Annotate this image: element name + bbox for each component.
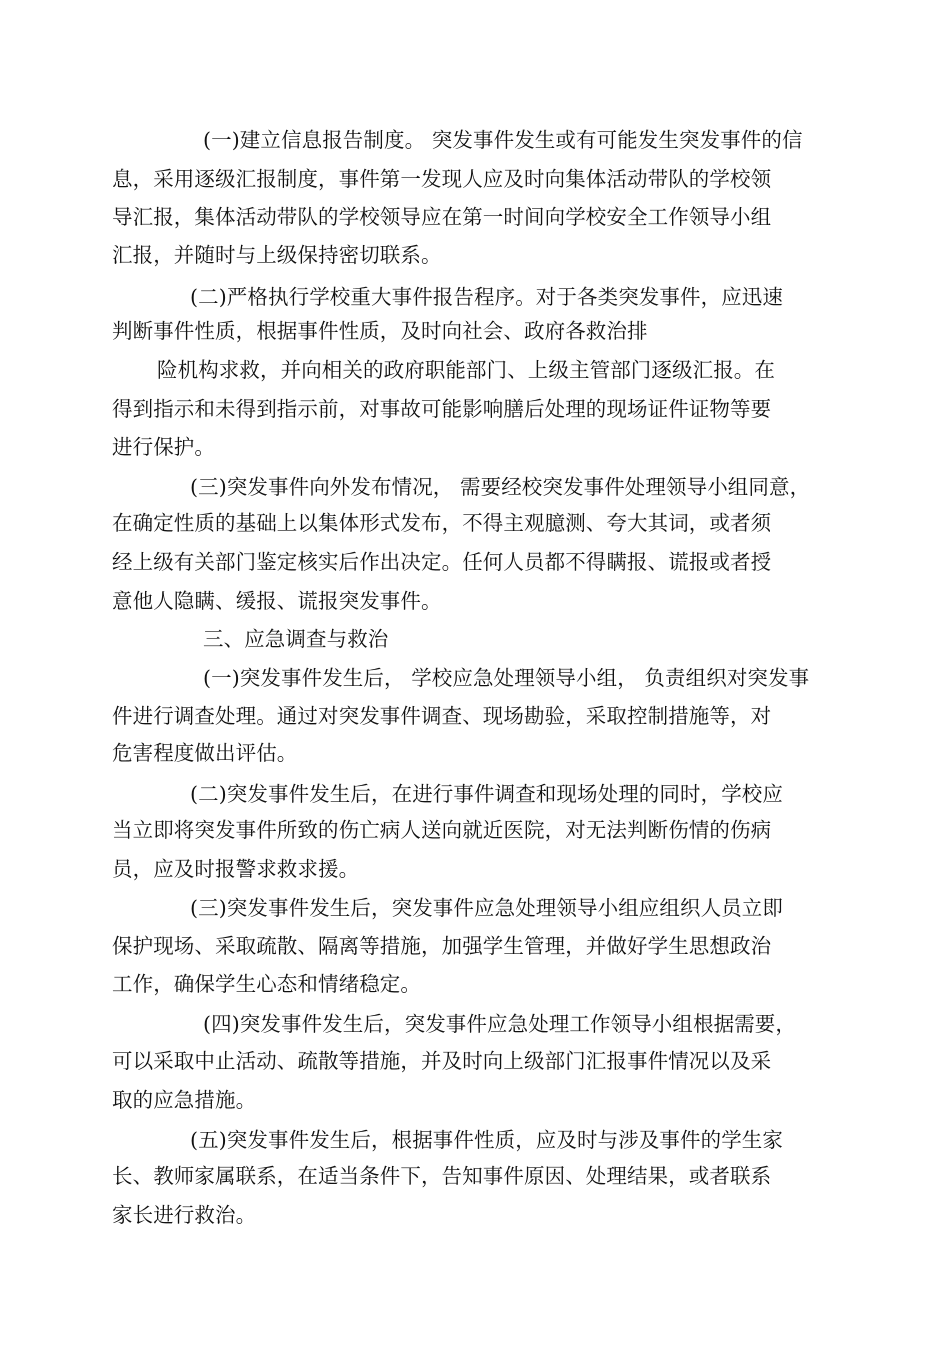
paragraph-line: 家长进行救治。 <box>112 1203 257 1227</box>
paragraph-line: (二)突发事件发生后，在进行事件调查和现场处理的同时，学校应 <box>190 782 783 806</box>
paragraph-line: 进行保护。 <box>112 435 215 459</box>
paragraph-line: 经上级有关部门鉴定核实后作出决定。任何人员都不得瞒报、谎报或者授 <box>112 550 772 574</box>
paragraph-line: (一)突发事件发生后， 学校应急处理领导小组， 负责组织对突发事 <box>203 666 810 690</box>
paragraph-line: 可以采取中止活动、疏散等措施，并及时向上级部门汇报事件情况以及采 <box>112 1049 772 1073</box>
paragraph-line: 导汇报，集体活动带队的学校领导应在第一时间向学校安全工作领导小组 <box>112 205 772 229</box>
paragraph-line: 员，应及时报警求救求援。 <box>112 857 360 881</box>
paragraph-line: (四)突发事件发生后，突发事件应急处理工作领导小组根据需要， <box>203 1012 796 1036</box>
paragraph-line: 工作，确保学生心态和情绪稳定。 <box>112 972 421 996</box>
paragraph-line: 息，采用逐级汇报制度，事件第一发现人应及时向集体活动带队的学校领 <box>112 167 772 191</box>
paragraph-line: (一)建立信息报告制度。 突发事件发生或有可能发生突发事件的信 <box>203 128 803 152</box>
paragraph-line: 险机构求救，并向相关的政府职能部门、上级主管部门逐级汇报。在 <box>157 358 775 382</box>
section-heading: 三、应急调查与救治 <box>203 627 389 651</box>
paragraph-line: 在确定性质的基础上以集体形式发布，不得主观臆测、夸大其词，或者须 <box>112 511 772 535</box>
paragraph-line: (三)突发事件发生后，突发事件应急处理领导小组应组织人员立即 <box>190 896 783 920</box>
paragraph-line: 得到指示和未得到指示前，对事故可能影响膳后处理的现场证件证物等要 <box>112 397 772 421</box>
paragraph-line: 汇报，并随时与上级保持密切联系。 <box>112 243 442 267</box>
paragraph-line: 取的应急措施。 <box>112 1088 257 1112</box>
paragraph-line: 长、教师家属联系，在适当条件下，告知事件原因、处理结果，或者联系 <box>112 1164 772 1188</box>
paragraph-line: 保护现场、采取疏散、隔离等措施，加强学生管理，并做好学生思想政治 <box>112 934 772 958</box>
paragraph-line: 危害程度做出评估。 <box>112 741 298 765</box>
paragraph-line: 当立即将突发事件所致的伤亡病人送向就近医院，对无法判断伤情的伤病 <box>112 818 772 842</box>
paragraph-line: (二)严格执行学校重大事件报告程序。对于各类突发事件，应迅速 <box>190 285 783 309</box>
paragraph-line: 件进行调查处理。通过对突发事件调查、现场勘验，采取控制措施等，对 <box>112 704 772 728</box>
paragraph-line: (五)突发事件发生后，根据事件性质，应及时与涉及事件的学生家 <box>190 1128 783 1152</box>
paragraph-line: 意他人隐瞒、缓报、谎报突发事件。 <box>112 589 442 613</box>
paragraph-line: 判断事件性质，根据事件性质，及时向社会、政府各救治排 <box>112 319 648 343</box>
paragraph-line: (三)突发事件向外发布情况， 需要经校突发事件处理领导小组同意， <box>190 475 811 499</box>
